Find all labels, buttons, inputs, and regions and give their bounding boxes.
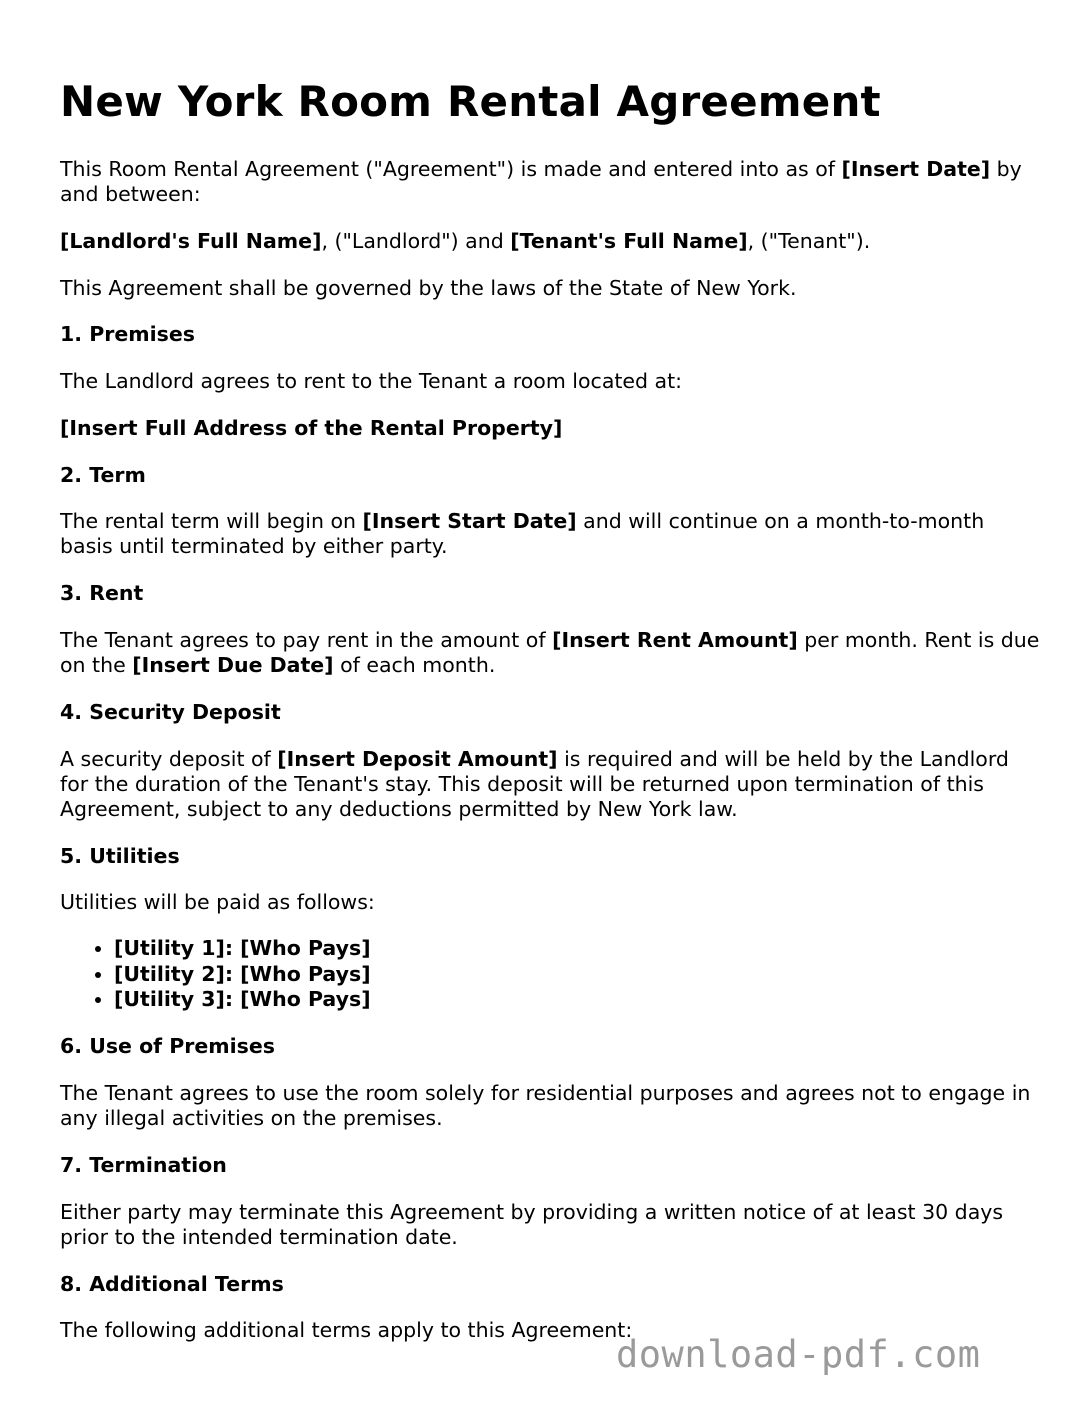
parties-text-end: , ("Tenant"). [747,229,871,253]
deposit-text: A security deposit of [60,747,278,771]
intro-paragraph [60,157,1040,207]
date-placeholder: [Insert Date] [841,157,991,181]
list-item: • [Utility 1]: [Who Pays] [114,936,371,962]
rent-amount-placeholder: [Insert Rent Amount] [552,628,798,652]
section-heading-premises: 1. Premises [60,322,195,346]
use-paragraph: The Tenant agrees to use the room solely for residential purposes and agrees not to engage in any illegal activities on the premises. [60,1081,1031,1130]
deposit-text-end: is required and will be held by the Landlord for the duration of the Tenant's stay. This deposit will be returned upon termination of this Agreement, subject to any deductions permitted by New York law. [60,747,1009,821]
additional-paragraph: The following additional terms apply to this Agreement: [60,1318,633,1342]
section-heading-term: 2. Term [60,463,146,487]
start-date-placeholder: [Insert Start Date] [362,509,577,533]
watermark: download-pdf.com [616,1333,981,1376]
governing-law-paragraph: This Agreement shall be governed by the laws of the State of New York. [60,276,797,300]
section-heading-rent: 3. Rent [60,581,144,605]
term-text: The rental term will begin on [60,509,363,533]
due-date-placeholder: [Insert Due Date] [132,653,334,677]
parties-text: , ("Landlord") and [321,229,511,253]
rent-text: The Tenant agrees to pay rent in the amount of [60,628,553,652]
deposit-paragraph [60,747,1040,822]
rent-text-mid: per month. Rent is due on the [60,628,1040,677]
term-paragraph [60,509,1040,559]
termination-paragraph: Either party may terminate this Agreement by providing a written notice of at least 30 days prior to the intended termination date. [60,1200,1004,1249]
tenant-name-placeholder: [Tenant's Full Name] [510,229,748,253]
intro-text-end: by and between: [60,157,1022,206]
term-text-end: and will continue on a month-to-month basis until terminated by either party. [60,509,985,558]
section-heading-use: 6. Use of Premises [60,1034,275,1058]
deposit-amount-placeholder: [Insert Deposit Amount] [277,747,558,771]
utilities-list [60,936,371,1013]
section-heading-additional: 8. Additional Terms [60,1272,284,1296]
landlord-name-placeholder: [Landlord's Full Name] [60,229,322,253]
address-placeholder: [Insert Full Address of the Rental Property] [60,416,563,440]
list-item: • [Utility 2]: [Who Pays] [114,962,371,988]
rent-paragraph [60,628,1040,678]
section-heading-utilities: 5. Utilities [60,844,180,868]
premises-paragraph: The Landlord agrees to rent to the Tenant a room located at: [60,369,683,393]
parties-paragraph [60,229,1040,254]
intro-text: This Room Rental Agreement ("Agreement") is made and entered into as of [60,157,842,181]
section-heading-termination: 7. Termination [60,1153,227,1177]
section-heading-deposit: 4. Security Deposit [60,700,281,724]
document-title: New York Room Rental Agreement [60,77,881,126]
utilities-paragraph: Utilities will be paid as follows: [60,890,375,914]
list-item: • [Utility 3]: [Who Pays] [114,987,371,1013]
rent-text-end: of each month. [333,653,496,677]
